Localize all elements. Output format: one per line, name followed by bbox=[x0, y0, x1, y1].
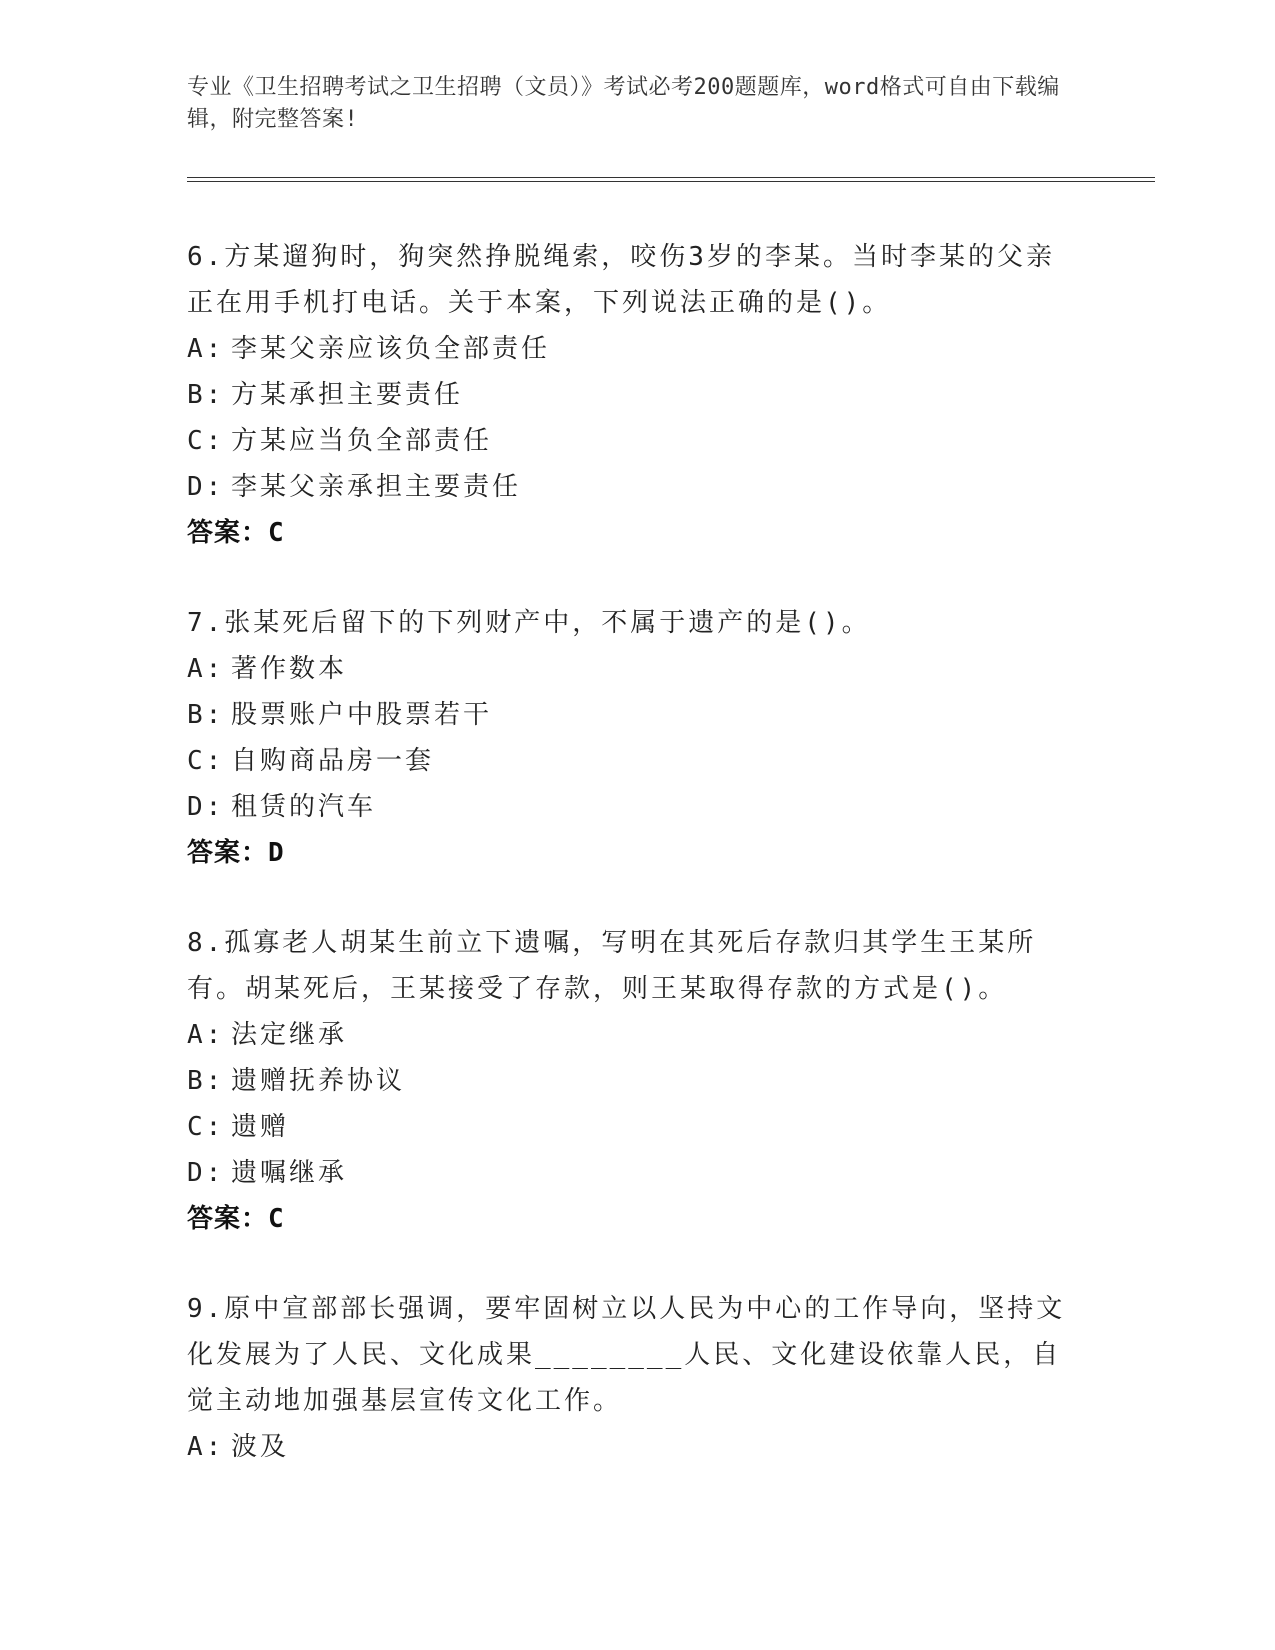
option-b bbox=[187, 372, 1067, 418]
option-text: 遗赠 bbox=[231, 1112, 290, 1142]
option-text: 方某应当负全部责任 bbox=[231, 426, 493, 456]
question-6 bbox=[187, 234, 1067, 556]
option-text: 股票账户中股票若干 bbox=[231, 700, 493, 730]
question-stem: 6.方某遛狗时，狗突然挣脱绳索，咬伤3岁的李某。当时李某的父亲正在用手机打电话。关于本案，下列说法正确的是()。 bbox=[187, 242, 1055, 318]
question-list bbox=[187, 234, 1067, 1514]
option-text: 方某承担主要责任 bbox=[231, 380, 464, 410]
option-letter: C: bbox=[187, 746, 225, 776]
option-text: 李某父亲应该负全部责任 bbox=[231, 334, 551, 364]
option-b bbox=[187, 692, 1067, 738]
option-letter: C: bbox=[187, 1112, 225, 1142]
option-text: 租赁的汽车 bbox=[231, 792, 377, 822]
option-letter: A: bbox=[187, 1432, 225, 1462]
option-letter: B: bbox=[187, 380, 225, 410]
option-letter: A: bbox=[187, 654, 225, 684]
option-d bbox=[187, 784, 1067, 830]
option-b bbox=[187, 1058, 1067, 1104]
option-letter: B: bbox=[187, 700, 225, 730]
option-text: 李某父亲承担主要责任 bbox=[231, 472, 522, 502]
option-text: 著作数本 bbox=[231, 654, 348, 684]
option-letter: B: bbox=[187, 1066, 225, 1096]
option-text: 法定继承 bbox=[231, 1020, 348, 1050]
option-a bbox=[187, 1424, 1067, 1470]
header-divider bbox=[187, 177, 1155, 182]
option-letter: A: bbox=[187, 1020, 225, 1050]
option-d bbox=[187, 464, 1067, 510]
option-c bbox=[187, 738, 1067, 784]
option-text: 遗嘱继承 bbox=[231, 1158, 348, 1188]
option-a bbox=[187, 1012, 1067, 1058]
option-letter: D: bbox=[187, 1158, 225, 1188]
answer-line: 答案：D bbox=[187, 838, 285, 868]
question-stem: 7.张某死后留下的下列财产中，不属于遗产的是()。 bbox=[187, 608, 871, 638]
option-c bbox=[187, 1104, 1067, 1150]
document-header-title: 专业《卫生招聘考试之卫生招聘（文员）》考试必考200题题库，word格式可自由下载编辑，附完整答案! bbox=[187, 75, 1060, 132]
option-letter: A: bbox=[187, 334, 225, 364]
option-d bbox=[187, 1150, 1067, 1196]
answer-line: 答案：C bbox=[187, 518, 285, 548]
question-8 bbox=[187, 920, 1067, 1242]
option-a bbox=[187, 326, 1067, 372]
question-stem: 9.原中宣部部长强调，要牢固树立以人民为中心的工作导向，坚持文化发展为了人民、文化成果________人民、文化建设依靠人民，自觉主动地加强基层宣传文化工作。 bbox=[187, 1294, 1066, 1416]
option-letter: D: bbox=[187, 792, 225, 822]
option-letter: D: bbox=[187, 472, 225, 502]
option-text: 遗赠抚养协议 bbox=[231, 1066, 406, 1096]
question-7 bbox=[187, 600, 1067, 876]
option-c bbox=[187, 418, 1067, 464]
answer-line: 答案：C bbox=[187, 1204, 285, 1234]
question-9 bbox=[187, 1286, 1067, 1470]
option-a bbox=[187, 646, 1067, 692]
option-text: 自购商品房一套 bbox=[231, 746, 435, 776]
option-text: 波及 bbox=[231, 1432, 290, 1462]
question-stem: 8.孤寡老人胡某生前立下遗嘱，写明在其死后存款归其学生王某所有。胡某死后，王某接受了存款，则王某取得存款的方式是()。 bbox=[187, 928, 1037, 1004]
option-letter: C: bbox=[187, 426, 225, 456]
